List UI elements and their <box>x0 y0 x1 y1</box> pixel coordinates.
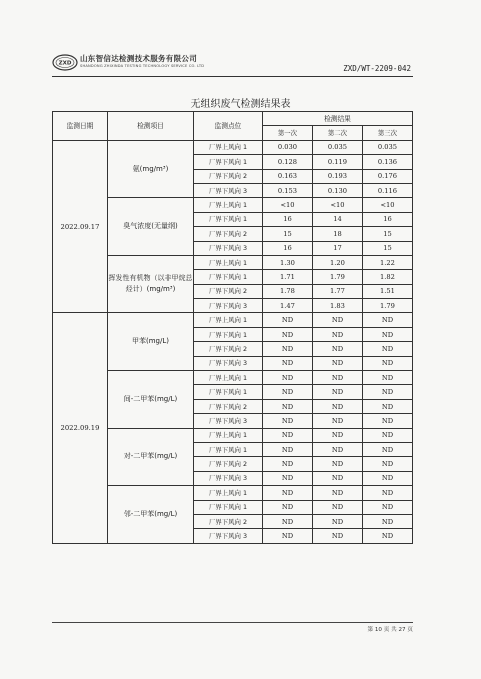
result-value-run-2: ND <box>313 414 363 428</box>
result-value-run-2: 18 <box>313 227 363 241</box>
result-value-run-1: ND <box>263 385 313 399</box>
result-value-run-2: <10 <box>313 198 363 212</box>
result-value-run-1: ND <box>263 356 313 370</box>
test-item: 甲苯(mg/L) <box>108 313 194 371</box>
result-value-run-1: <10 <box>263 198 313 212</box>
result-value-run-3: ND <box>363 327 413 341</box>
result-value-run-2: 0.130 <box>313 183 363 197</box>
result-value-run-1: 16 <box>263 241 313 255</box>
result-value-run-3: 0.176 <box>363 169 413 183</box>
result-value-run-2: ND <box>313 514 363 528</box>
monitoring-point: 厂界下风向 2 <box>194 514 263 528</box>
monitoring-point: 厂界下风向 3 <box>194 241 263 255</box>
result-value-run-1: ND <box>263 442 313 456</box>
result-value-run-2: ND <box>313 471 363 485</box>
monitoring-point: 厂界上风向 1 <box>194 428 263 442</box>
result-value-run-3: 1.51 <box>363 284 413 298</box>
result-value-run-3: <10 <box>363 198 413 212</box>
result-value-run-1: ND <box>263 514 313 528</box>
monitoring-point: 厂界下风向 2 <box>194 169 263 183</box>
result-value-run-3: ND <box>363 313 413 327</box>
test-item: 间-二甲苯(mg/L) <box>108 371 194 429</box>
result-value-run-2: 1.77 <box>313 284 363 298</box>
header-run-3: 第三次 <box>363 126 413 140</box>
monitoring-point: 厂界下风向 3 <box>194 183 263 197</box>
result-value-run-1: ND <box>263 399 313 413</box>
company-logo <box>52 54 78 71</box>
result-value-run-3: ND <box>363 371 413 385</box>
monitoring-point: 厂界上风向 1 <box>194 486 263 500</box>
monitoring-point: 厂界下风向 2 <box>194 342 263 356</box>
result-value-run-2: ND <box>313 356 363 370</box>
table-header-row <box>53 112 413 126</box>
result-value-run-1: ND <box>263 313 313 327</box>
result-value-run-3: ND <box>363 529 413 543</box>
monitoring-point: 厂界下风向 3 <box>194 529 263 543</box>
monitoring-point: 厂界下风向 3 <box>194 299 263 313</box>
monitoring-point: 厂界下风向 1 <box>194 270 263 284</box>
result-value-run-3: ND <box>363 342 413 356</box>
result-value-run-2: ND <box>313 399 363 413</box>
result-value-run-1: ND <box>263 342 313 356</box>
results-table <box>52 111 413 544</box>
company-name-en: SHANDONG ZHIXINDA TESTING TECHNOLOGY SERVICE CO. LTD <box>80 64 205 68</box>
report-title: 无组织废气检测结果表 <box>190 99 291 110</box>
test-item: 氨(mg/m³) <box>108 140 194 198</box>
logo-text: ZXD <box>58 60 72 67</box>
monitoring-point: 厂界下风向 2 <box>194 284 263 298</box>
monitoring-point: 厂界下风向 2 <box>194 457 263 471</box>
result-value-run-3: 0.116 <box>363 183 413 197</box>
monitoring-point: 厂界下风向 2 <box>194 399 263 413</box>
monitoring-point: 厂界上风向 1 <box>194 198 263 212</box>
sampling-date: 2022.09.19 <box>53 313 108 543</box>
result-value-run-2: ND <box>313 327 363 341</box>
result-value-run-3: 1.82 <box>363 270 413 284</box>
header-results: 检测结果 <box>263 112 413 126</box>
result-value-run-1: 15 <box>263 227 313 241</box>
result-value-run-2: ND <box>313 371 363 385</box>
monitoring-point: 厂界下风向 1 <box>194 155 263 169</box>
monitoring-point: 厂界下风向 1 <box>194 385 263 399</box>
company-name-cn: 山东智信达检测技术服务有限公司 <box>80 54 197 63</box>
result-value-run-3: 15 <box>363 227 413 241</box>
result-value-run-2: 17 <box>313 241 363 255</box>
result-value-run-3: 0.136 <box>363 155 413 169</box>
result-value-run-1: ND <box>263 457 313 471</box>
result-value-run-1: ND <box>263 471 313 485</box>
result-value-run-2: ND <box>313 342 363 356</box>
result-value-run-2: ND <box>313 428 363 442</box>
result-value-run-3: ND <box>363 356 413 370</box>
page-number: 第 10 页 共 27 页 <box>367 627 413 633</box>
document-number: ZXD/WT-2209-042 <box>343 64 411 73</box>
result-value-run-1: 0.030 <box>263 140 313 154</box>
result-value-run-2: ND <box>313 457 363 471</box>
result-value-run-2: ND <box>313 529 363 543</box>
result-value-run-3: 15 <box>363 241 413 255</box>
result-value-run-1: 16 <box>263 212 313 226</box>
result-value-run-2: ND <box>313 486 363 500</box>
result-value-run-1: 1.30 <box>263 255 313 269</box>
header-divider <box>52 76 413 77</box>
header-item: 检测项目 <box>108 112 194 141</box>
result-value-run-1: 1.78 <box>263 284 313 298</box>
result-value-run-3: ND <box>363 457 413 471</box>
result-value-run-1: ND <box>263 428 313 442</box>
header-run-2: 第二次 <box>313 126 363 140</box>
result-value-run-2: 1.83 <box>313 299 363 313</box>
result-value-run-3: ND <box>363 471 413 485</box>
result-value-run-1: 0.128 <box>263 155 313 169</box>
result-value-run-1: ND <box>263 327 313 341</box>
result-value-run-2: 0.119 <box>313 155 363 169</box>
monitoring-point: 厂界上风向 1 <box>194 140 263 154</box>
result-value-run-1: ND <box>263 414 313 428</box>
monitoring-point: 厂界上风向 1 <box>194 371 263 385</box>
monitoring-point: 厂界下风向 2 <box>194 227 263 241</box>
result-value-run-3: ND <box>363 428 413 442</box>
monitoring-point: 厂界下风向 1 <box>194 500 263 514</box>
monitoring-point: 厂界下风向 3 <box>194 356 263 370</box>
result-value-run-2: ND <box>313 313 363 327</box>
result-value-run-3: ND <box>363 399 413 413</box>
result-value-run-3: ND <box>363 442 413 456</box>
header-run-1: 第一次 <box>263 126 313 140</box>
test-item: 挥发性有机物（以非甲烷总烃计）(mg/m³) <box>108 255 194 313</box>
result-value-run-2: 1.79 <box>313 270 363 284</box>
result-value-run-2: ND <box>313 442 363 456</box>
result-value-run-2: ND <box>313 500 363 514</box>
result-value-run-1: 1.71 <box>263 270 313 284</box>
result-value-run-1: ND <box>263 500 313 514</box>
header-point: 监测点位 <box>194 112 263 141</box>
test-item: 对-二甲苯(mg/L) <box>108 428 194 486</box>
result-value-run-2: 0.035 <box>313 140 363 154</box>
result-value-run-2: 14 <box>313 212 363 226</box>
monitoring-point: 厂界下风向 1 <box>194 327 263 341</box>
header-date: 监测日期 <box>53 112 108 141</box>
result-value-run-3: ND <box>363 486 413 500</box>
result-value-run-1: ND <box>263 486 313 500</box>
result-value-run-1: 0.163 <box>263 169 313 183</box>
result-value-run-3: ND <box>363 385 413 399</box>
monitoring-point: 厂界下风向 3 <box>194 471 263 485</box>
test-item: 臭气浓度(无量纲) <box>108 198 194 256</box>
result-value-run-3: 1.79 <box>363 299 413 313</box>
monitoring-point: 厂界下风向 1 <box>194 212 263 226</box>
footer-divider <box>52 622 413 623</box>
result-value-run-3: ND <box>363 500 413 514</box>
result-value-run-3: 1.22 <box>363 255 413 269</box>
result-value-run-3: ND <box>363 514 413 528</box>
result-value-run-2: 1.20 <box>313 255 363 269</box>
monitoring-point: 厂界下风向 3 <box>194 414 263 428</box>
table-row <box>53 313 413 327</box>
result-value-run-2: ND <box>313 385 363 399</box>
table-row <box>53 140 413 154</box>
result-value-run-1: 1.47 <box>263 299 313 313</box>
result-value-run-2: 0.193 <box>313 169 363 183</box>
monitoring-point: 厂界上风向 1 <box>194 313 263 327</box>
monitoring-point: 厂界下风向 1 <box>194 442 263 456</box>
result-value-run-1: ND <box>263 371 313 385</box>
monitoring-point: 厂界上风向 1 <box>194 255 263 269</box>
result-value-run-3: 0.035 <box>363 140 413 154</box>
result-value-run-1: ND <box>263 529 313 543</box>
sampling-date: 2022.09.17 <box>53 140 108 313</box>
result-value-run-3: ND <box>363 414 413 428</box>
result-value-run-3: 16 <box>363 212 413 226</box>
test-item: 邻-二甲苯(mg/L) <box>108 486 194 544</box>
result-value-run-1: 0.153 <box>263 183 313 197</box>
